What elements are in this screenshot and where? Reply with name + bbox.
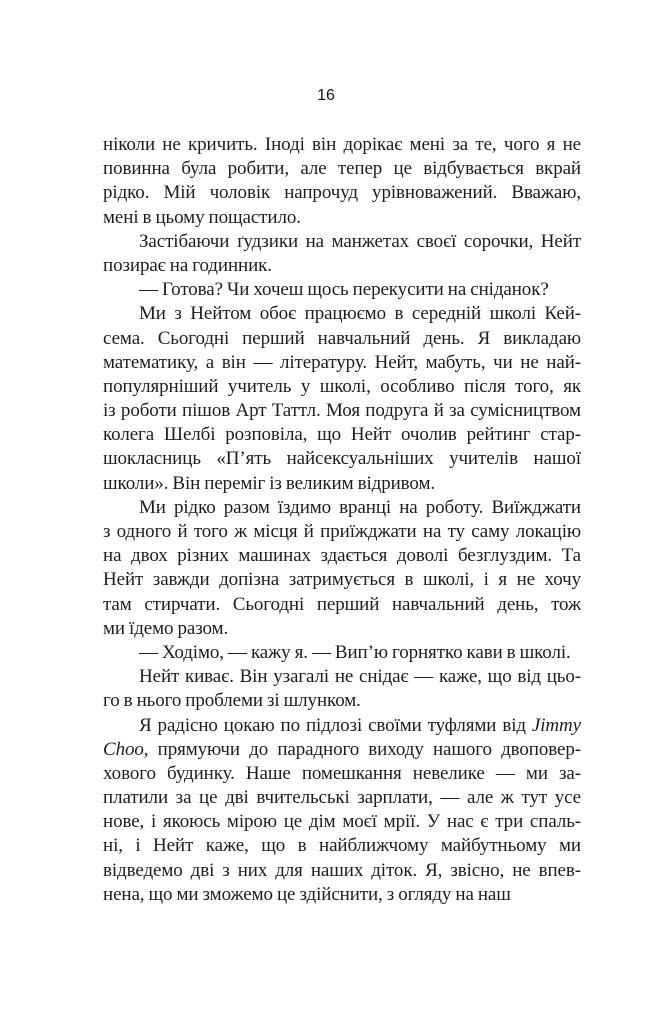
text-line <box>103 472 581 496</box>
text-segment: мені в цьому пощастило. <box>103 206 301 228</box>
text-segment: рідко. Мій чоловік напрочуд урівноважений. Вважаю, <box>103 182 581 204</box>
text-segment: популярніший учитель у школі, особливо після того, як <box>103 375 581 397</box>
text-segment: Застібаючи ґудзики на манжетах своєї сорочки, Нейт <box>139 230 581 252</box>
text-line <box>103 496 581 520</box>
text-segment: платили за це дві вчительські зарплати, — але ж тут усе <box>103 787 581 809</box>
paragraph <box>103 133 581 230</box>
page-number: 16 <box>317 87 335 104</box>
text-line <box>103 859 581 883</box>
text-segment: го в нього проблеми зі шлунком. <box>103 690 361 712</box>
text-segment: сема. Сьогодні перший навчальний день. Я викладаю <box>103 327 581 349</box>
text-line <box>103 786 581 810</box>
text-segment: нена, що ми зможемо це здійснити, з огляду на наш <box>103 883 511 905</box>
paragraph <box>103 230 581 278</box>
text-segment: повинна була робити, але тепер це відбувається вкрай <box>103 158 581 180</box>
text-line <box>103 641 581 665</box>
paragraph <box>103 665 581 713</box>
text-segment: нове, і якоюсь мірою це дім моєї мрії. У нас є три спаль- <box>103 811 581 833</box>
text-segment: Нейт киває. Він узагалі не снідає — каже, що від цьо- <box>139 666 581 688</box>
text-line <box>103 738 581 762</box>
text-line <box>103 206 581 230</box>
text-line <box>103 883 581 907</box>
paragraph <box>103 714 581 908</box>
text-segment: відведемо дві з них для наших діток. Я, звісно, не впев- <box>103 859 581 881</box>
text-line <box>103 447 581 471</box>
text-segment: — Ходімо, — кажу я. — Вип’ю горнятко кави в школі. <box>139 641 571 663</box>
text-segment: Ми рідко разом їздимо вранці на роботу. Виїжджати <box>139 496 581 518</box>
text-segment: Ми з Нейтом обоє працюємо в середній школі Кей- <box>139 303 581 325</box>
paragraph <box>103 641 581 665</box>
text-segment: математику, а він — літературу. Нейт, мабуть, чи не най- <box>103 351 581 373</box>
text-line <box>103 423 581 447</box>
text-line <box>103 375 581 399</box>
text-line <box>103 689 581 713</box>
text-segment: — Готова? Чи хочеш щось перекусити на сніданок? <box>139 279 549 301</box>
text-line <box>103 351 581 375</box>
text-line <box>103 133 581 157</box>
text-segment: на двох різних машинах здається доволі безглуздим. Та <box>103 545 581 567</box>
text-segment: ні, і Нейт каже, що в найближчому майбутньому ми <box>103 835 581 857</box>
text-line <box>103 157 581 181</box>
text-segment: з одного й того ж місця й приїжджати на ту саму локацію <box>103 521 581 542</box>
text-segment: позирає на годинник. <box>103 254 272 276</box>
text-line <box>103 810 581 834</box>
text-line <box>103 568 581 592</box>
text-segment: , прямуючи до парадного виходу нашого двоповер- <box>143 738 581 760</box>
text-line <box>103 617 581 641</box>
text-segment: Я радісно цокаю по підлозі своїми туфлями від <box>139 714 532 736</box>
paragraph <box>103 278 581 302</box>
paragraph <box>103 496 581 641</box>
text-line <box>103 181 581 205</box>
italic-text-segment: Choo <box>103 738 144 760</box>
text-line <box>103 399 581 423</box>
text-line <box>103 520 581 544</box>
text-segment: із роботи пішов Арт Таттл. Моя подруга й за сумісництвом <box>103 400 581 422</box>
text-segment: Нейт завжди допізна затримується в школі, і я не хочу <box>103 569 581 591</box>
text-block <box>103 133 581 907</box>
text-line <box>103 254 581 278</box>
text-line <box>103 593 581 617</box>
text-segment: колега Шелбі розповіла, що Нейт очолив рейтинг стар- <box>103 424 581 446</box>
text-segment: школи». Він переміг із великим відривом. <box>103 472 436 494</box>
text-line <box>103 714 581 738</box>
text-line <box>103 544 581 568</box>
text-line <box>103 327 581 351</box>
text-line <box>103 665 581 689</box>
paragraph <box>103 302 581 496</box>
text-line <box>103 762 581 786</box>
text-line <box>103 302 581 326</box>
text-segment: хового будинку. Наше помешкання невелике — ми за- <box>103 762 581 784</box>
text-line <box>103 278 581 302</box>
italic-text-segment: Jimmy <box>531 714 581 736</box>
text-line <box>103 834 581 858</box>
text-segment: ми їдемо разом. <box>103 617 229 639</box>
text-segment: там стирчати. Сьогодні перший навчальний день, тож <box>103 593 581 615</box>
text-segment: шокласниць «П’ять найсексуальніших учителів нашої <box>103 448 581 470</box>
text-line <box>103 230 581 254</box>
text-segment: ніколи не кричить. Іноді він дорікає мені за те, чого я не <box>103 134 581 155</box>
